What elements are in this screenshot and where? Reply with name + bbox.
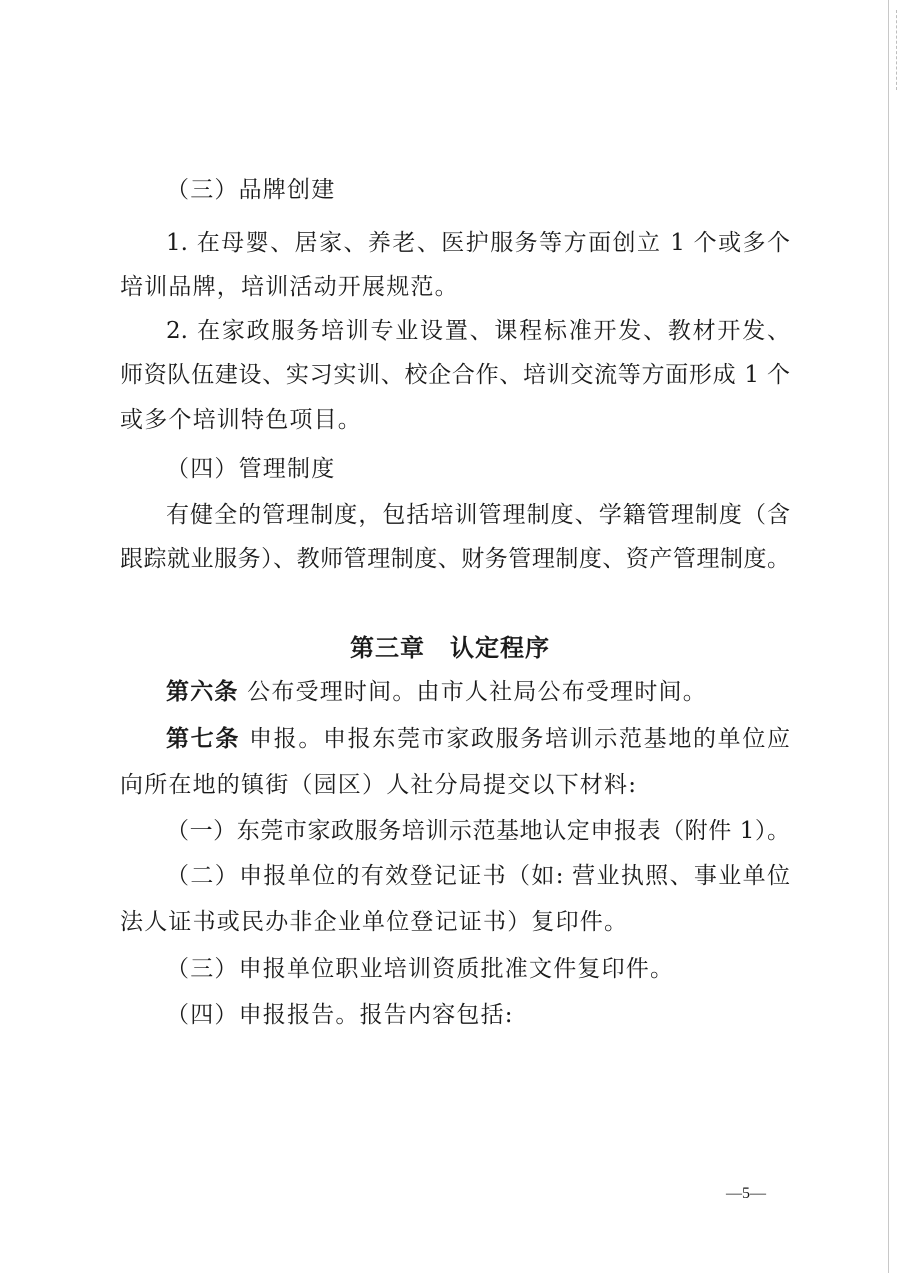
management-text-line-2: 跟踪就业服务）、教师管理制度、财务管理制度、资产管理制度。 bbox=[120, 546, 790, 572]
section-brand-heading: （三）品牌创建 bbox=[166, 177, 336, 203]
brand-item-1-line-1: 1. 在母婴、居家、养老、医护服务等方面创立 1 个或多个 bbox=[166, 230, 790, 256]
material-item-2-line-1: （二）申报单位的有效登记证书（如: 营业执照、事业单位 bbox=[166, 863, 790, 889]
article-7-text-line-1: 申报。申报东莞市家政服务培训示范基地的单位应 bbox=[249, 726, 791, 752]
article-7-line-1 bbox=[166, 723, 790, 755]
material-item-2-line-2: 法人证书或民办非企业单位登记证书）复印件。 bbox=[120, 909, 629, 935]
scan-edge-marks bbox=[896, 10, 898, 90]
brand-item-2-line-1: 2. 在家政服务培训专业设置、课程标准开发、教材开发、 bbox=[166, 318, 790, 344]
article-7-label: 第七条 bbox=[166, 726, 241, 752]
section-management-heading: （四）管理制度 bbox=[166, 456, 336, 482]
material-item-1: （一）东莞市家政服务培训示范基地认定申报表（附件 1）。 bbox=[166, 818, 790, 844]
article-6 bbox=[166, 676, 790, 708]
material-item-4: （四）申报报告。报告内容包括: bbox=[166, 1002, 514, 1028]
brand-item-2-line-2: 师资队伍建设、实习实训、校企合作、培训交流等方面形成 1 个 bbox=[120, 362, 790, 388]
brand-item-1-line-2: 培训品牌，培训活动开展规范。 bbox=[120, 274, 459, 300]
page-number: —5— bbox=[726, 1185, 766, 1202]
article-6-label: 第六条 bbox=[166, 679, 239, 705]
article-6-text: 公布受理时间。由市人社局公布受理时间。 bbox=[247, 679, 707, 705]
brand-item-2-line-3: 或多个培训特色项目。 bbox=[120, 407, 362, 433]
article-7-line-2: 向所在地的镇街（园区）人社分局提交以下材料: bbox=[120, 772, 638, 798]
management-text-line-1: 有健全的管理制度，包括培训管理制度、学籍管理制度（含 bbox=[166, 502, 790, 528]
material-item-3: （三）申报单位职业培训资质批准文件复印件。 bbox=[166, 956, 675, 982]
chapter-title: 第三章 认定程序 bbox=[350, 634, 550, 662]
